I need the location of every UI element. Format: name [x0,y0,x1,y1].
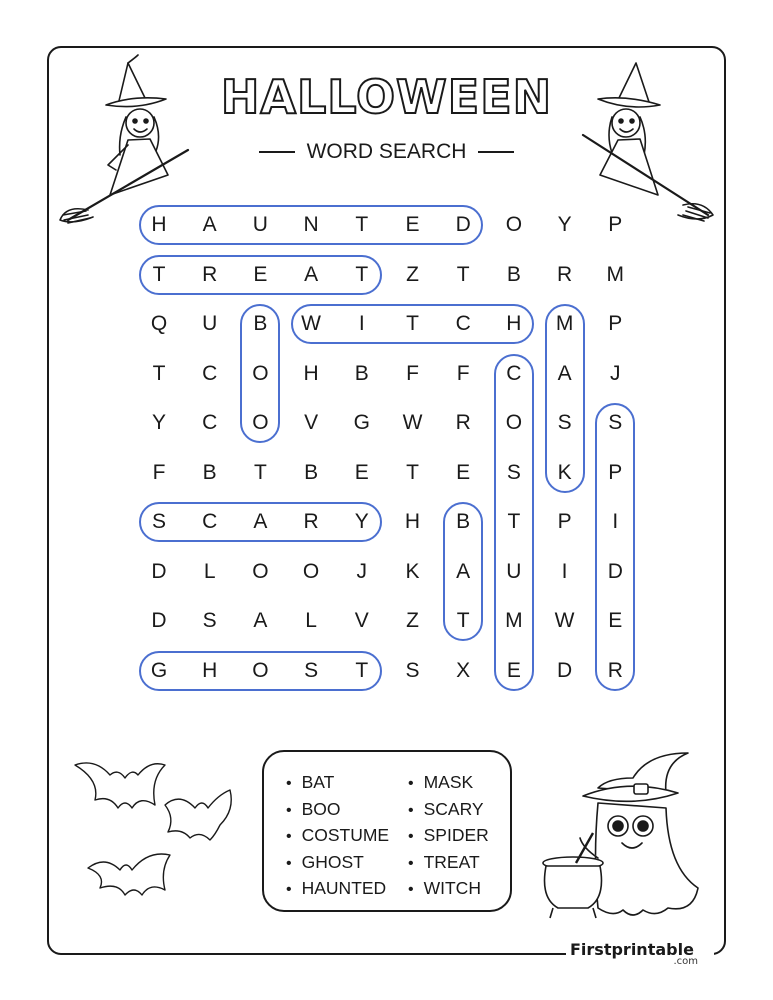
grid-letter: E [608,609,623,632]
grid-letter: D [455,213,471,236]
ghost-witch-icon [538,748,708,923]
grid-letter: T [507,510,521,533]
grid-letter: Y [557,213,572,236]
grid-letter: D [607,559,623,583]
list-item: • BAT [286,770,389,797]
bat-icon [70,750,250,910]
grid-letter: P [608,213,623,236]
grid-letter: T [406,312,419,335]
list-item: • MASK [408,770,489,797]
grid-letter: O [252,411,269,434]
grid-letter: C [202,411,218,434]
grid-letter: D [557,658,573,682]
grid-letter: S [405,658,420,682]
grid-letter: K [405,559,420,583]
grid-letter: T [152,262,166,286]
grid-letter: A [557,361,572,385]
grid-letter: J [610,361,621,385]
grid-letter: T [456,262,470,286]
grid-letter: M [555,312,574,335]
grid-letter: D [151,609,167,632]
grid-letter: B [304,460,319,484]
grid-letter: Z [406,609,419,632]
grid-letter: V [304,411,319,434]
grid-letter: L [203,559,216,583]
grid-letter: A [253,609,268,632]
grid-letter: W [301,312,321,335]
grid-letter: R [202,262,218,286]
grid-letter: B [456,510,471,533]
grid-letter: T [152,361,166,385]
word-list-column-1 [286,770,389,903]
brand-suffix: .com [673,956,698,967]
brand-logo [566,940,714,967]
grid-letter: O [505,213,523,236]
grid-letter: B [506,262,521,286]
grid-letter: T [355,658,369,682]
word-list-box [262,750,512,912]
grid-letter: P [608,460,623,484]
grid-letter: R [557,262,573,286]
list-item: • SCARY [408,797,489,824]
subtitle-text: WORD SEARCH [306,140,467,163]
grid-letter: T [355,213,369,236]
grid-letter: S [151,510,166,533]
grid-letter: A [253,510,268,533]
grid-letter: I [612,510,619,533]
list-item: • TREAT [408,850,489,877]
grid-letter: T [456,609,470,632]
grid-letter: S [202,609,217,632]
grid-letter: S [304,658,319,682]
grid-letter: W [402,411,423,434]
grid-letter: Y [151,411,166,434]
list-item: • BOO [286,797,389,824]
list-item: • GHOST [286,850,389,877]
grid-letter: R [607,658,623,682]
grid-letter: A [202,213,217,236]
grid-letter: H [404,510,421,533]
grid-letter: A [304,262,319,286]
grid-letter: C [506,361,522,385]
grid-letter: B [354,361,369,385]
grid-letter: E [354,460,369,484]
page-title: HALLOWEEN [220,70,553,124]
brand-name: Firstprintable [570,940,694,959]
grid-letter: E [506,658,521,682]
grid-letter: S [557,411,572,434]
list-item: • WITCH [408,876,489,903]
found-word-ring-spider [595,403,635,691]
grid-letter: F [456,361,470,385]
grid-letter: E [405,213,420,236]
grid-letter: C [202,361,218,385]
grid-letter: F [406,361,419,385]
grid-letter: S [506,460,521,484]
grid-letter: H [151,213,167,236]
grid-letter: N [303,213,319,236]
grid-letter: E [456,460,471,484]
grid-letter: M [505,609,523,632]
grid-letter: P [608,312,623,335]
list-item: • SPIDER [408,823,489,850]
grid-letter: C [202,510,218,533]
grid-letter: O [505,411,523,434]
grid-letter: U [506,559,522,583]
grid-letter: Z [406,262,419,286]
grid-letter: I [358,312,365,335]
grid-letter: I [561,559,568,583]
list-item: • COSTUME [286,823,389,850]
grid-letter: B [202,460,217,484]
grid-letter: T [406,460,419,484]
grid-letter: R [455,411,471,434]
grid-letter: K [557,460,572,484]
grid-letter: Q [150,312,168,335]
grid-letter: H [303,361,319,385]
grid-letter: H [202,658,218,682]
grid-letter: U [252,213,268,236]
grid-letter: H [506,312,522,335]
grid-letter: T [355,262,369,286]
grid-letter: A [456,559,471,583]
grid-letter: U [202,312,218,335]
grid-letter: W [554,609,575,632]
grid-letter: S [608,411,623,434]
grid-letter: O [302,559,320,583]
grid-letter: O [252,559,269,583]
grid-letter: E [253,262,268,286]
grid-letter: J [356,559,368,583]
grid-letter: R [303,510,319,533]
grid-letter: B [253,312,268,335]
grid-letter: D [151,559,167,583]
cauldron-icon [543,833,603,918]
grid-letter: O [252,658,269,682]
grid-letter: G [353,411,370,434]
grid-letter: L [305,609,317,632]
grid-letter: M [606,262,625,286]
grid-letter: X [456,658,471,682]
grid-letter: O [252,361,269,385]
grid-letter: P [557,510,572,533]
grid-letter: T [253,460,267,484]
grid-letter: C [455,312,471,335]
list-item: • HAUNTED [286,876,389,903]
word-list-column-2 [408,770,489,903]
grid-letter: F [152,460,166,484]
grid-letter: V [354,609,369,632]
grid-letter: Y [354,510,369,533]
grid-letter: G [150,658,168,682]
